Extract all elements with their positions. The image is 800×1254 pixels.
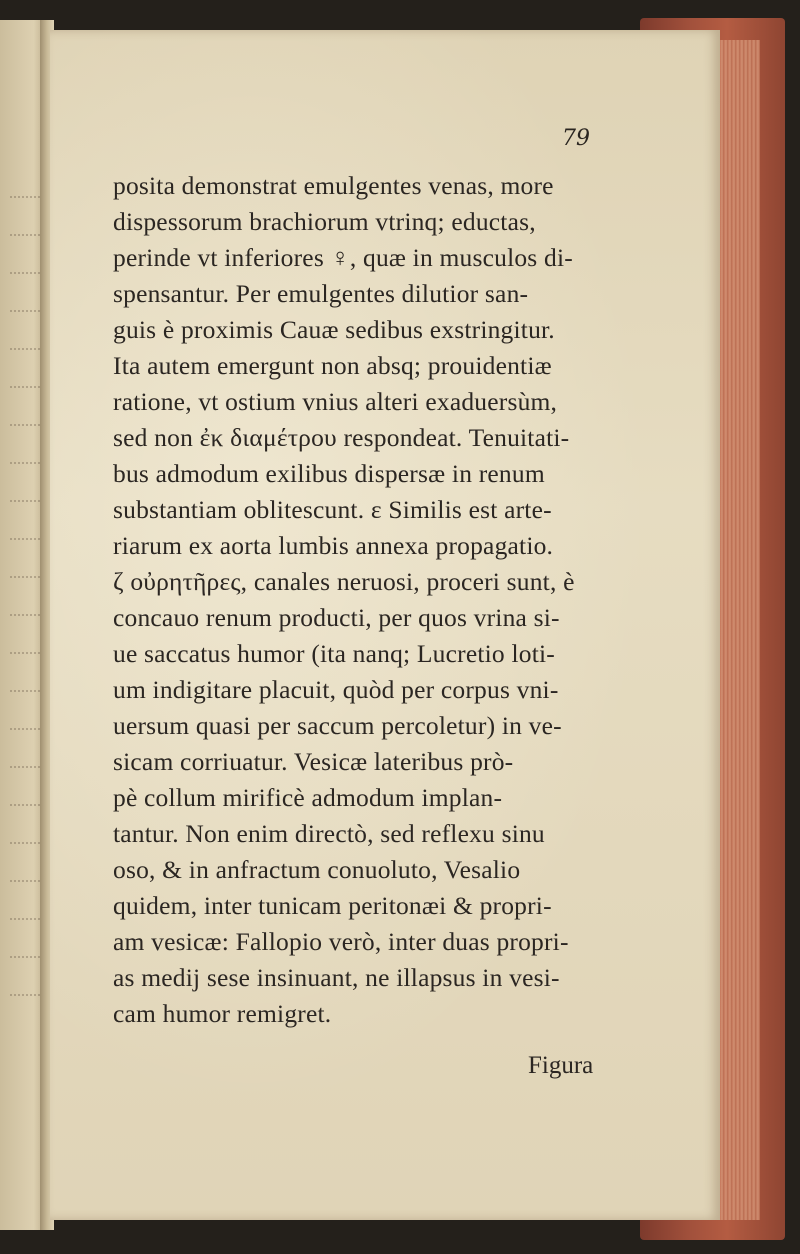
ghost-mark xyxy=(10,312,44,350)
ghost-mark xyxy=(10,844,44,882)
text-line: riarum ex aorta lumbis annexa propagatio. xyxy=(113,531,554,560)
text-line: perinde vt inferiores ♀, quæ in musculos di- xyxy=(113,243,573,272)
ghost-mark xyxy=(10,692,44,730)
text-line: cam humor remigret. xyxy=(113,999,332,1028)
ghost-mark xyxy=(10,426,44,464)
ghost-mark xyxy=(10,198,44,236)
text-line: bus admodum exilibus dispersæ in renum xyxy=(113,459,545,488)
text-line: am vesicæ: Fallopio verò, inter duas propri- xyxy=(113,927,569,956)
ghost-mark xyxy=(10,616,44,654)
body-text xyxy=(113,168,653,1032)
ghost-mark xyxy=(10,350,44,388)
ghost-mark xyxy=(10,464,44,502)
catchword: Figura xyxy=(528,1052,594,1079)
ghost-mark xyxy=(10,920,44,958)
text-line: quidem, inter tunicam peritonæi & propri- xyxy=(113,891,552,920)
ghost-mark xyxy=(10,730,44,768)
text-line: as medij sese insinuant, ne illapsus in vesi- xyxy=(113,963,560,992)
text-line: concauo renum producti, per quos vrina si- xyxy=(113,603,560,632)
ghost-mark xyxy=(10,882,44,920)
text-line: ue saccatus humor (ita nanq; Lucretio loti- xyxy=(113,639,555,668)
page-number: 79 xyxy=(562,126,590,151)
ghost-mark xyxy=(10,806,44,844)
text-line: substantiam oblitescunt. ε Similis est arte- xyxy=(113,495,552,524)
text-line: ratione, vt ostium vnius alteri exaduersùm, xyxy=(113,387,558,416)
ghost-mark xyxy=(10,768,44,806)
ghost-mark xyxy=(10,160,44,198)
text-line: sicam corriuatur. Vesicæ lateribus prò- xyxy=(113,747,514,776)
text-line: Ita autem emergunt non absq; prouidentiæ xyxy=(113,351,552,380)
ghost-mark xyxy=(10,274,44,312)
text-line: tantur. Non enim directò, sed reflexu sinu xyxy=(113,819,545,848)
ghost-mark xyxy=(10,236,44,274)
text-line: dispessorum brachiorum vtrinq; eductas, xyxy=(113,207,536,236)
ghost-mark xyxy=(10,654,44,692)
text-line: um indigitare placuit, quòd per corpus vni- xyxy=(113,675,559,704)
ghost-mark xyxy=(10,388,44,426)
ghost-mark xyxy=(10,540,44,578)
text-line: guis è proximis Cauæ sedibus exstringitur. xyxy=(113,315,555,344)
text-line: spensantur. Per emulgentes dilutior san- xyxy=(113,279,529,308)
text-line: pè collum mirificè admodum implan- xyxy=(113,783,503,812)
text-line: ζ οὐρητῆρες, canales neruosi, proceri sunt, è xyxy=(113,567,575,596)
text-line: oso, & in anfractum conuoluto, Vesalio xyxy=(113,855,521,884)
ghost-mark xyxy=(10,502,44,540)
ghost-mark xyxy=(10,578,44,616)
book-page xyxy=(50,30,720,1220)
ghost-mark xyxy=(10,958,44,996)
text-line: posita demonstrat emulgentes venas, more xyxy=(113,171,554,200)
text-line: sed non ἐκ διαμέτρου respondeat. Tenuitati- xyxy=(113,423,570,452)
text-line: uersum quasi per saccum percoletur) in ve- xyxy=(113,711,562,740)
